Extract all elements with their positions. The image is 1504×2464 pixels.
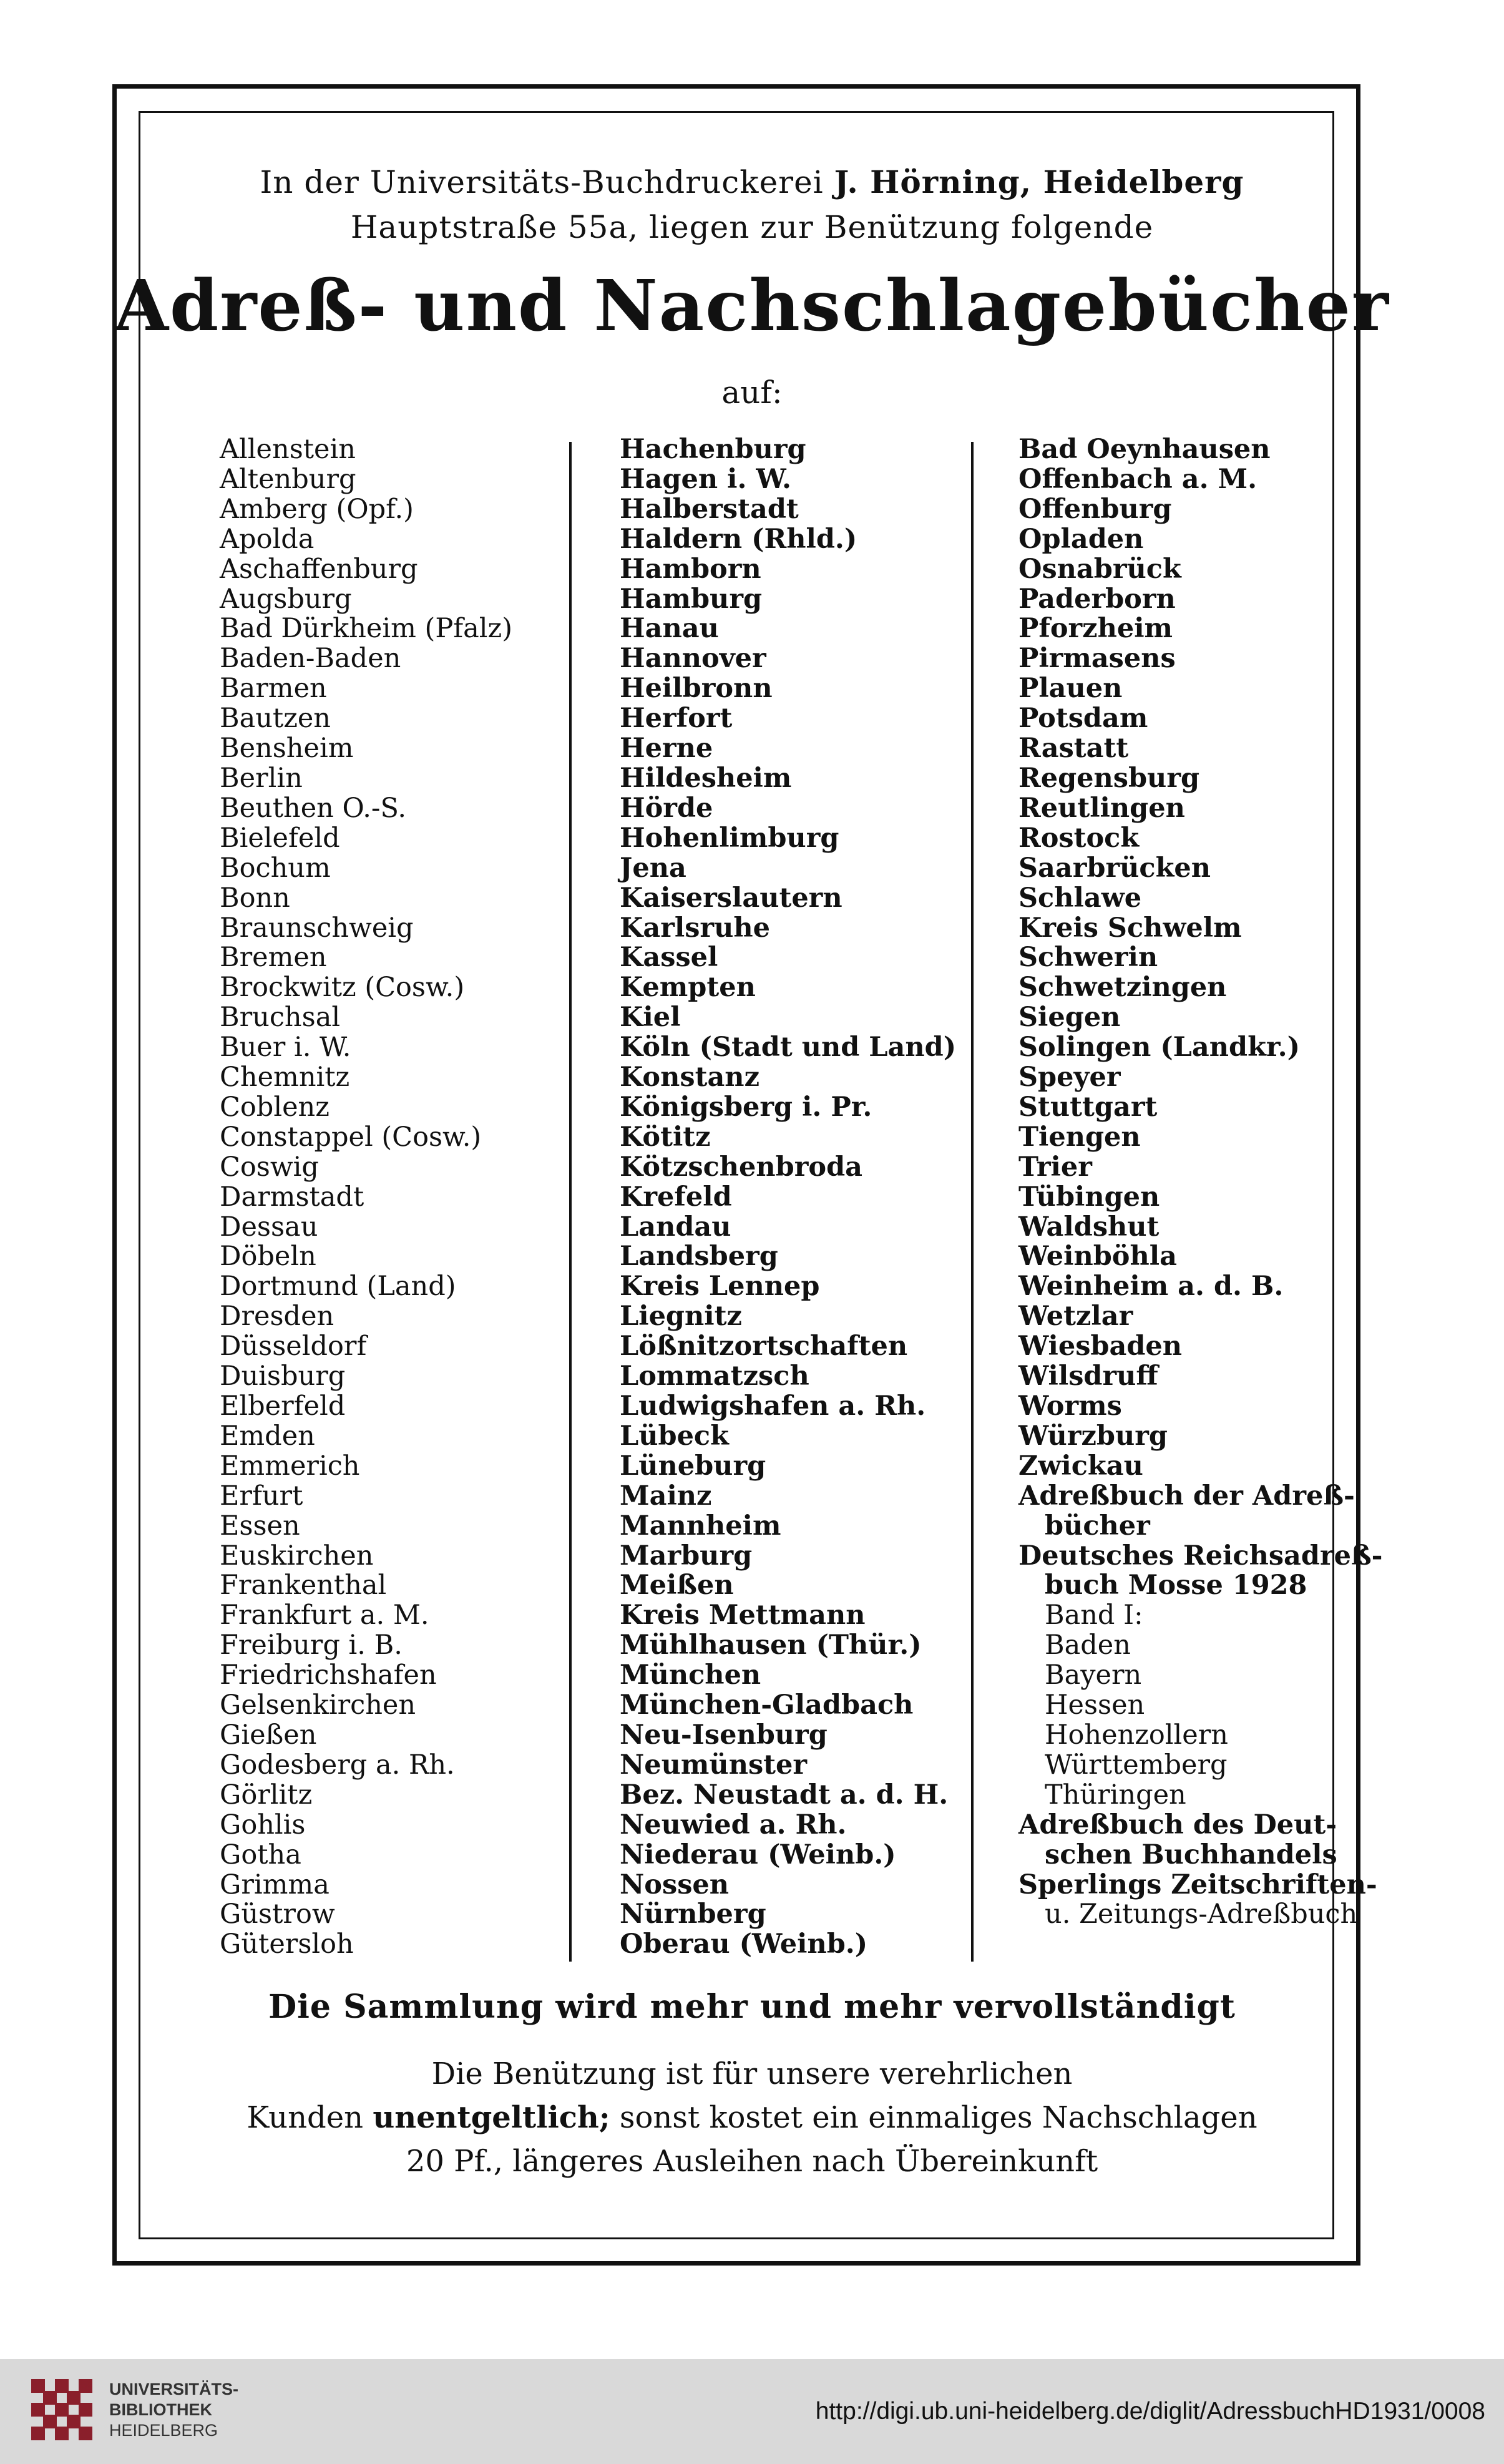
city-entry: Lüneburg [620, 1450, 766, 1482]
city-entry: Trier [1018, 1151, 1092, 1183]
city-entry: Landsberg [620, 1241, 778, 1273]
city-entry: Hamburg [620, 583, 763, 615]
city-entry: Aschaffenburg [220, 553, 418, 585]
city-entry: Hohenzollern [1045, 1719, 1228, 1751]
usage-note-line-2 [0, 2100, 1504, 2135]
city-entry: Adreßbuch der Adreß- [1018, 1480, 1355, 1512]
city-entry: Constappel (Cosw.) [220, 1121, 482, 1153]
city-entry: Bez. Neustadt a. d. H. [620, 1779, 949, 1811]
city-entry: Speyer [1018, 1062, 1121, 1093]
city-entry: Zwickau [1018, 1450, 1143, 1482]
city-entry: Haldern (Rhld.) [620, 523, 857, 555]
city-entry: Hagen i. W. [620, 463, 791, 495]
city-entry: Osnabrück [1018, 553, 1181, 585]
city-entry: Paderborn [1018, 583, 1176, 615]
city-entry: Amberg (Opf.) [220, 493, 414, 525]
city-entry: Württemberg [1045, 1749, 1228, 1781]
city-entry: Chemnitz [220, 1062, 350, 1093]
city-entry: Weinböhla [1018, 1241, 1177, 1273]
city-entry: Schlawe [1018, 882, 1142, 914]
city-entry: Oberau (Weinb.) [620, 1929, 868, 1960]
city-entry: Meißen [620, 1570, 734, 1601]
usage-note-free: unentgeltlich; [373, 2100, 610, 2135]
city-entry: Kötitz [620, 1121, 711, 1153]
city-entry: Beuthen O.-S. [220, 792, 407, 824]
city-entry: buch Mosse 1928 [1045, 1570, 1307, 1601]
city-entry: Bremen [220, 942, 327, 974]
city-entry: Bautzen [220, 703, 331, 735]
city-entry: Erfurt [220, 1480, 303, 1512]
city-entry: schen Buchhandels [1045, 1839, 1337, 1870]
city-entry: Berlin [220, 762, 303, 794]
column-divider-2 [971, 442, 974, 1962]
city-entry: Köln (Stadt und Land) [620, 1032, 957, 1063]
city-entry: Niederau (Weinb.) [620, 1839, 896, 1870]
city-entry: Güstrow [220, 1899, 335, 1930]
city-entry: Frankfurt a. M. [220, 1600, 429, 1631]
city-entry: Emmerich [220, 1450, 360, 1482]
usage-note-line-1: Die Benützung ist für unsere verehrlichen [431, 2056, 1073, 2091]
city-column-1 [220, 435, 512, 1960]
city-entry: Godesberg a. Rh. [220, 1749, 455, 1781]
city-entry: Lübeck [620, 1420, 729, 1452]
city-entry: Kreis Mettmann [620, 1600, 866, 1631]
city-entry: Neumünster [620, 1749, 808, 1781]
city-entry: Schwerin [1018, 942, 1158, 974]
city-entry: Pforzheim [1018, 613, 1173, 645]
city-entry: Offenbach a. M. [1018, 463, 1257, 495]
city-entry: Kassel [620, 942, 718, 974]
city-entry: Kreis Lennep [620, 1271, 820, 1303]
city-entry: Sperlings Zeitschriften- [1018, 1869, 1377, 1900]
city-entry: Emden [220, 1420, 315, 1452]
city-entry: Konstanz [620, 1062, 759, 1093]
city-entry: Dessau [220, 1211, 318, 1243]
city-entry: Worms [1018, 1391, 1122, 1422]
city-entry: Wiesbaden [1018, 1331, 1183, 1362]
library-name-line-2: BIBLIOTHEK [109, 2400, 212, 2419]
firm-name: J. Hörning, Heidelberg [834, 164, 1244, 200]
city-entry: Jena [620, 852, 686, 884]
city-entry: Potsdam [1018, 703, 1148, 735]
city-entry: Braunschweig [220, 912, 414, 944]
city-entry: Bochum [220, 852, 331, 884]
city-entry: Mainz [620, 1480, 712, 1512]
city-entry: Gohlis [220, 1809, 306, 1841]
city-entry: Plauen [1018, 673, 1123, 705]
city-entry: Augsburg [220, 583, 352, 615]
library-name [109, 2379, 238, 2441]
city-entry: Thüringen [1045, 1779, 1186, 1811]
city-entry: Baden-Baden [220, 643, 401, 675]
city-entry: München-Gladbach [620, 1689, 914, 1721]
city-entry: Liegnitz [620, 1301, 742, 1332]
city-entry: Bonn [220, 882, 290, 914]
city-entry: Offenburg [1018, 493, 1172, 525]
city-entry: Duisburg [220, 1361, 346, 1392]
city-entry: Wilsdruff [1018, 1361, 1158, 1392]
digitization-footer-bar [0, 2359, 1504, 2464]
city-entry: Königsberg i. Pr. [620, 1091, 872, 1123]
city-entry: Mannheim [620, 1510, 781, 1542]
city-entry: Hörde [620, 792, 713, 824]
city-entry: Saarbrücken [1018, 852, 1211, 884]
city-entry: München [620, 1660, 761, 1691]
header-prefix: In der Universitäts-Buchdruckerei [260, 164, 824, 200]
city-entry: Hanau [620, 613, 719, 645]
city-entry: bücher [1045, 1510, 1150, 1542]
city-entry: Wetzlar [1018, 1301, 1133, 1332]
city-entry: Stuttgart [1018, 1091, 1158, 1123]
city-entry: Neuwied a. Rh. [620, 1809, 847, 1841]
city-entry: Kempten [620, 972, 756, 1004]
city-entry: Gelsenkirchen [220, 1689, 416, 1721]
city-entry: Bayern [1045, 1660, 1142, 1691]
library-name-line-1: UNIVERSITÄTS- [109, 2380, 239, 2398]
city-entry: Frankenthal [220, 1570, 387, 1601]
city-entry: Solingen (Landkr.) [1018, 1032, 1300, 1063]
city-entry: Hannover [620, 643, 766, 675]
city-entry: Herne [620, 733, 713, 765]
city-entry: Ludwigshafen a. Rh. [620, 1391, 926, 1422]
city-entry: Grimma [220, 1869, 330, 1900]
city-entry: Gotha [220, 1839, 301, 1870]
city-entry: Bruchsal [220, 1002, 341, 1034]
city-entry: Brockwitz (Cosw.) [220, 972, 465, 1004]
city-entry: Friedrichshafen [220, 1660, 437, 1691]
city-entry: Barmen [220, 673, 327, 705]
header-line-2: Hauptstraße 55a, liegen zur Benützung folgende [350, 209, 1154, 245]
city-entry: Essen [220, 1510, 300, 1542]
city-entry: Kötzschenbroda [620, 1151, 862, 1183]
city-entry: Düsseldorf [220, 1331, 367, 1362]
usage-note-line-3: 20 Pf., längeres Ausleihen nach Übereinkunft [406, 2144, 1098, 2179]
city-entry: u. Zeitungs-Adreßbuch [1045, 1899, 1358, 1930]
city-entry: Gütersloh [220, 1929, 354, 1960]
city-entry: Hohenlimburg [620, 822, 839, 854]
header-line-1 [0, 164, 1504, 200]
city-entry: Bielefeld [220, 822, 340, 854]
auf-label: auf: [721, 374, 783, 411]
city-entry: Gießen [220, 1719, 317, 1751]
city-entry: Rastatt [1018, 733, 1129, 765]
city-entry: Hamborn [620, 553, 761, 585]
city-entry: Dresden [220, 1301, 334, 1332]
city-entry: Heilbronn [620, 673, 773, 705]
city-entry: Nürnberg [620, 1899, 766, 1930]
city-entry: Görlitz [220, 1779, 313, 1811]
city-entry: Hildesheim [620, 762, 792, 794]
page-title: Adreß- und Nachschlagebücher [114, 265, 1390, 347]
city-entry: Euskirchen [220, 1540, 374, 1572]
city-entry: Waldshut [1018, 1211, 1160, 1243]
source-url-link[interactable]: http://digi.ub.uni-heidelberg.de/diglit/AdressbuchHD1931/0008 [815, 2398, 1485, 2425]
city-entry: Deutsches Reichsadreß- [1018, 1540, 1383, 1572]
city-entry: Herfort [620, 703, 733, 735]
city-entry: Band I: [1045, 1600, 1143, 1631]
city-entry: Krefeld [620, 1181, 732, 1213]
city-entry: Landau [620, 1211, 731, 1243]
city-entry: Elberfeld [220, 1391, 346, 1422]
city-entry: Karlsruhe [620, 912, 770, 944]
city-entry: Siegen [1018, 1002, 1121, 1034]
city-entry: Lößnitzortschaften [620, 1331, 908, 1362]
city-entry: Neu-Isenburg [620, 1719, 828, 1751]
city-entry: Mühlhausen (Thür.) [620, 1630, 922, 1661]
column-divider-1 [569, 442, 572, 1962]
city-entry: Bad Dürkheim (Pfalz) [220, 613, 512, 645]
city-entry: Reutlingen [1018, 792, 1185, 824]
city-entry: Freiburg i. B. [220, 1630, 403, 1661]
city-entry: Schwetzingen [1018, 972, 1227, 1004]
city-entry: Pirmasens [1018, 643, 1176, 675]
city-entry: Adreßbuch des Deut- [1018, 1809, 1337, 1841]
city-entry: Regensburg [1018, 762, 1200, 794]
city-entry: Bensheim [220, 733, 354, 765]
slogan: Die Sammlung wird mehr und mehr vervollständigt [268, 1988, 1236, 2026]
city-entry: Tiengen [1018, 1121, 1141, 1153]
city-entry: Lommatzsch [620, 1361, 809, 1392]
city-entry: Allenstein [220, 434, 356, 465]
usage-note-prefix: Kunden [247, 2100, 364, 2135]
city-entry: Apolda [220, 523, 315, 555]
city-entry: Coblenz [220, 1091, 330, 1123]
city-entry: Kiel [620, 1002, 681, 1034]
university-library-logo-icon [25, 2373, 100, 2448]
city-entry: Darmstadt [220, 1181, 364, 1213]
city-column-3 [1018, 435, 1383, 1930]
city-entry: Kaiserslautern [620, 882, 842, 914]
city-column-2 [620, 435, 956, 1960]
city-entry: Bad Oeynhausen [1018, 434, 1271, 465]
city-entry: Baden [1045, 1630, 1131, 1661]
usage-note-suffix: sonst kostet ein einmaliges Nachschlagen [619, 2100, 1257, 2135]
city-entry: Hessen [1045, 1689, 1145, 1721]
city-entry: Rostock [1018, 822, 1140, 854]
city-entry: Nossen [620, 1869, 730, 1900]
city-entry: Buer i. W. [220, 1032, 351, 1063]
city-entry: Döbeln [220, 1241, 316, 1273]
city-entry: Marburg [620, 1540, 753, 1572]
city-entry: Halberstadt [620, 493, 799, 525]
city-entry: Kreis Schwelm [1018, 912, 1242, 944]
city-entry: Dortmund (Land) [220, 1271, 456, 1303]
city-entry: Altenburg [220, 463, 356, 495]
city-entry: Coswig [220, 1151, 319, 1183]
city-entry: Tübingen [1018, 1181, 1160, 1213]
city-entry: Opladen [1018, 523, 1144, 555]
library-name-line-3: HEIDELBERG [109, 2421, 218, 2440]
city-entry: Würzburg [1018, 1420, 1168, 1452]
city-entry: Weinheim a. d. B. [1018, 1271, 1284, 1303]
city-entry: Hachenburg [620, 434, 806, 465]
